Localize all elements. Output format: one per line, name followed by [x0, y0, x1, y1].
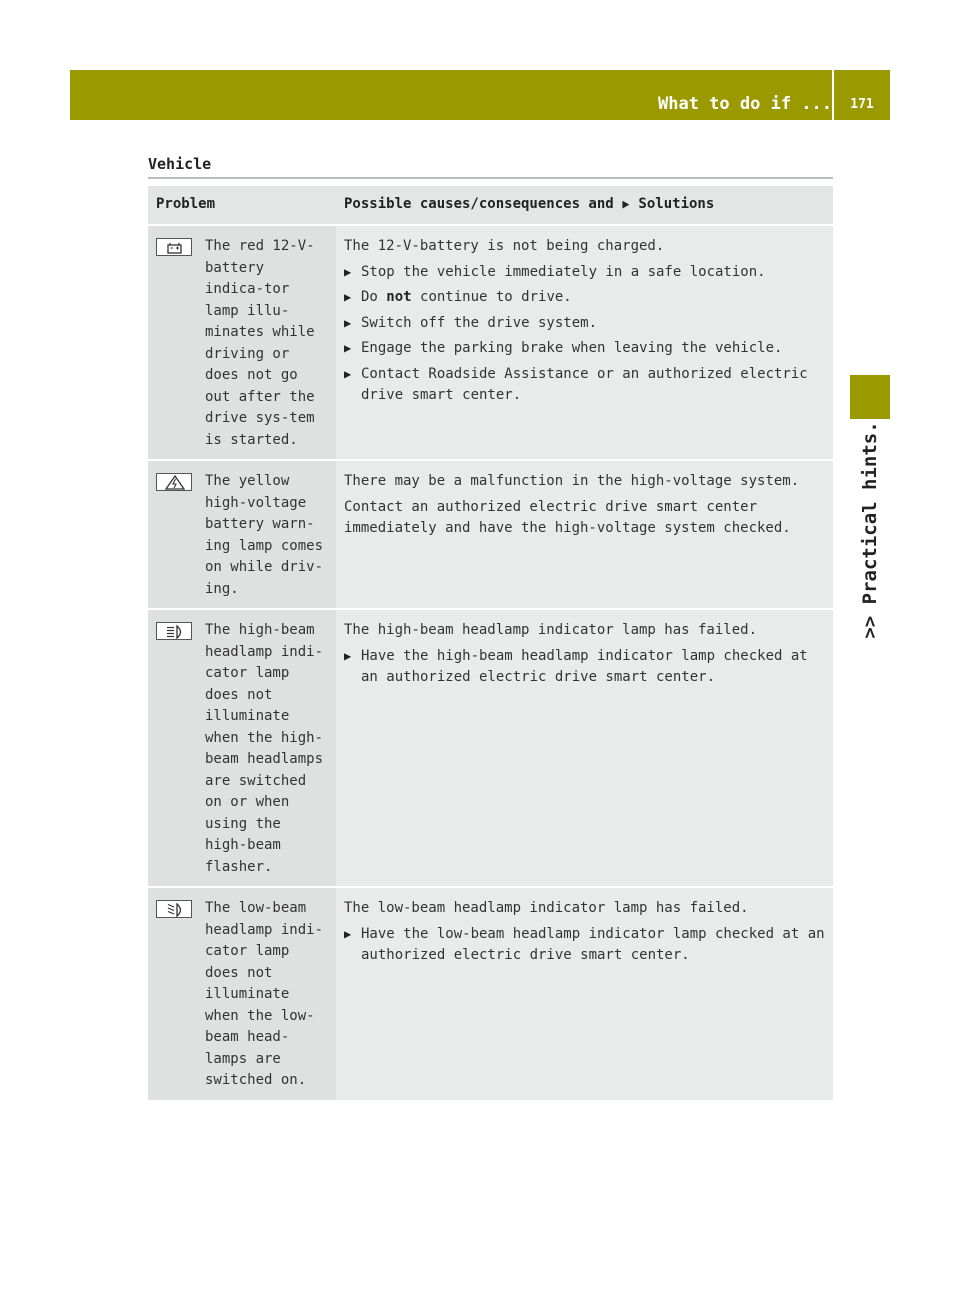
- solution-step: ▶ Have the low-beam headlamp indicator lamp checked at an authorized electric drive smart center.: [344, 924, 825, 967]
- solution-step: ▶ Switch off the drive system.: [344, 313, 825, 335]
- step-arrow-icon: ▶: [344, 264, 352, 279]
- table-row: [148, 888, 833, 1102]
- problem-cell: [148, 461, 336, 610]
- solution-cell: [336, 888, 833, 1102]
- solution-cell: [336, 461, 833, 610]
- problem-cell: [148, 226, 336, 461]
- step-arrow-icon: ▶: [344, 366, 352, 381]
- step-arrow-icon: ▶: [344, 926, 352, 941]
- low-beam-icon: [156, 900, 192, 918]
- emphasis-not: not: [386, 289, 412, 305]
- side-tab-text: >> Practical hints.: [859, 421, 881, 639]
- problem-text: The red 12-V-battery indica-tor lamp illu-minates while driving or does not go out after the drive sys-tem is started.: [205, 238, 315, 448]
- page-number: 171: [850, 97, 874, 112]
- high-voltage-warning-icon: [156, 473, 192, 491]
- cause-text: The high-beam headlamp indicator lamp has failed.: [344, 622, 758, 638]
- battery-icon: [156, 238, 192, 256]
- solution-step: ▶ Contact Roadside Assistance or an authorized electric drive smart center.: [344, 364, 825, 407]
- cause-text: There may be a malfunction in the high-voltage system.: [344, 473, 800, 489]
- header-solutions: [336, 186, 833, 226]
- solution-cell: [336, 610, 833, 888]
- solution-step: ▶ Stop the vehicle immediately in a safe location.: [344, 262, 825, 284]
- step-arrow-icon: ▶: [344, 290, 352, 304]
- cause-text: The low-beam headlamp indicator lamp has failed.: [344, 900, 749, 916]
- cause-text: The 12-V-battery is not being charged.: [344, 238, 665, 254]
- header-solutions-prefix: Possible causes/consequences and: [344, 196, 614, 213]
- section-title: Vehicle: [148, 155, 212, 173]
- solution-step: ▶ Engage the parking brake when leaving the vehicle.: [344, 338, 825, 360]
- problem-cell: [148, 610, 336, 888]
- table-row: [148, 226, 833, 461]
- section-divider: [148, 177, 833, 179]
- chapter-title: What to do if ...: [658, 94, 832, 114]
- solution-cell: [336, 226, 833, 461]
- step-arrow-icon: ▶: [344, 648, 352, 663]
- header-solutions-suffix: Solutions: [638, 196, 715, 213]
- table-row: [148, 610, 833, 888]
- side-tab-label: [850, 421, 890, 639]
- side-tab-marker: [850, 375, 890, 419]
- step-arrow-icon: ▶: [344, 341, 352, 355]
- problem-text: The low-beam headlamp indi-cator lamp does not illuminate when the low-beam head-lamps are switched on.: [205, 900, 324, 1088]
- table-header-row: [148, 186, 833, 226]
- high-beam-icon: [156, 622, 192, 640]
- page-header-bar: [70, 70, 890, 120]
- problem-text: The yellow high-voltage battery warn-ing lamp comes on while driv-ing.: [205, 473, 324, 597]
- solution-step: ▶ Have the high-beam headlamp indicator lamp checked at an authorized electric drive smart center.: [344, 646, 825, 689]
- advice-text: Contact an authorized electric drive smart center immediately and have the high-voltage system checked.: [344, 498, 791, 536]
- header-problem: Problem: [148, 186, 336, 226]
- solution-step: ▶ Do not continue to drive.: [344, 287, 825, 309]
- step-arrow-icon: ▶: [344, 315, 352, 330]
- problem-text: The high-beam headlamp indi-cator lamp does not illuminate when the high-beam headlamps are switched on or when using the high-beam flasher.: [205, 622, 324, 875]
- table-row: [148, 461, 833, 610]
- triangle-right-icon: ▶: [622, 197, 630, 213]
- vehicle-problem-table: [148, 186, 833, 1102]
- problem-cell: [148, 888, 336, 1102]
